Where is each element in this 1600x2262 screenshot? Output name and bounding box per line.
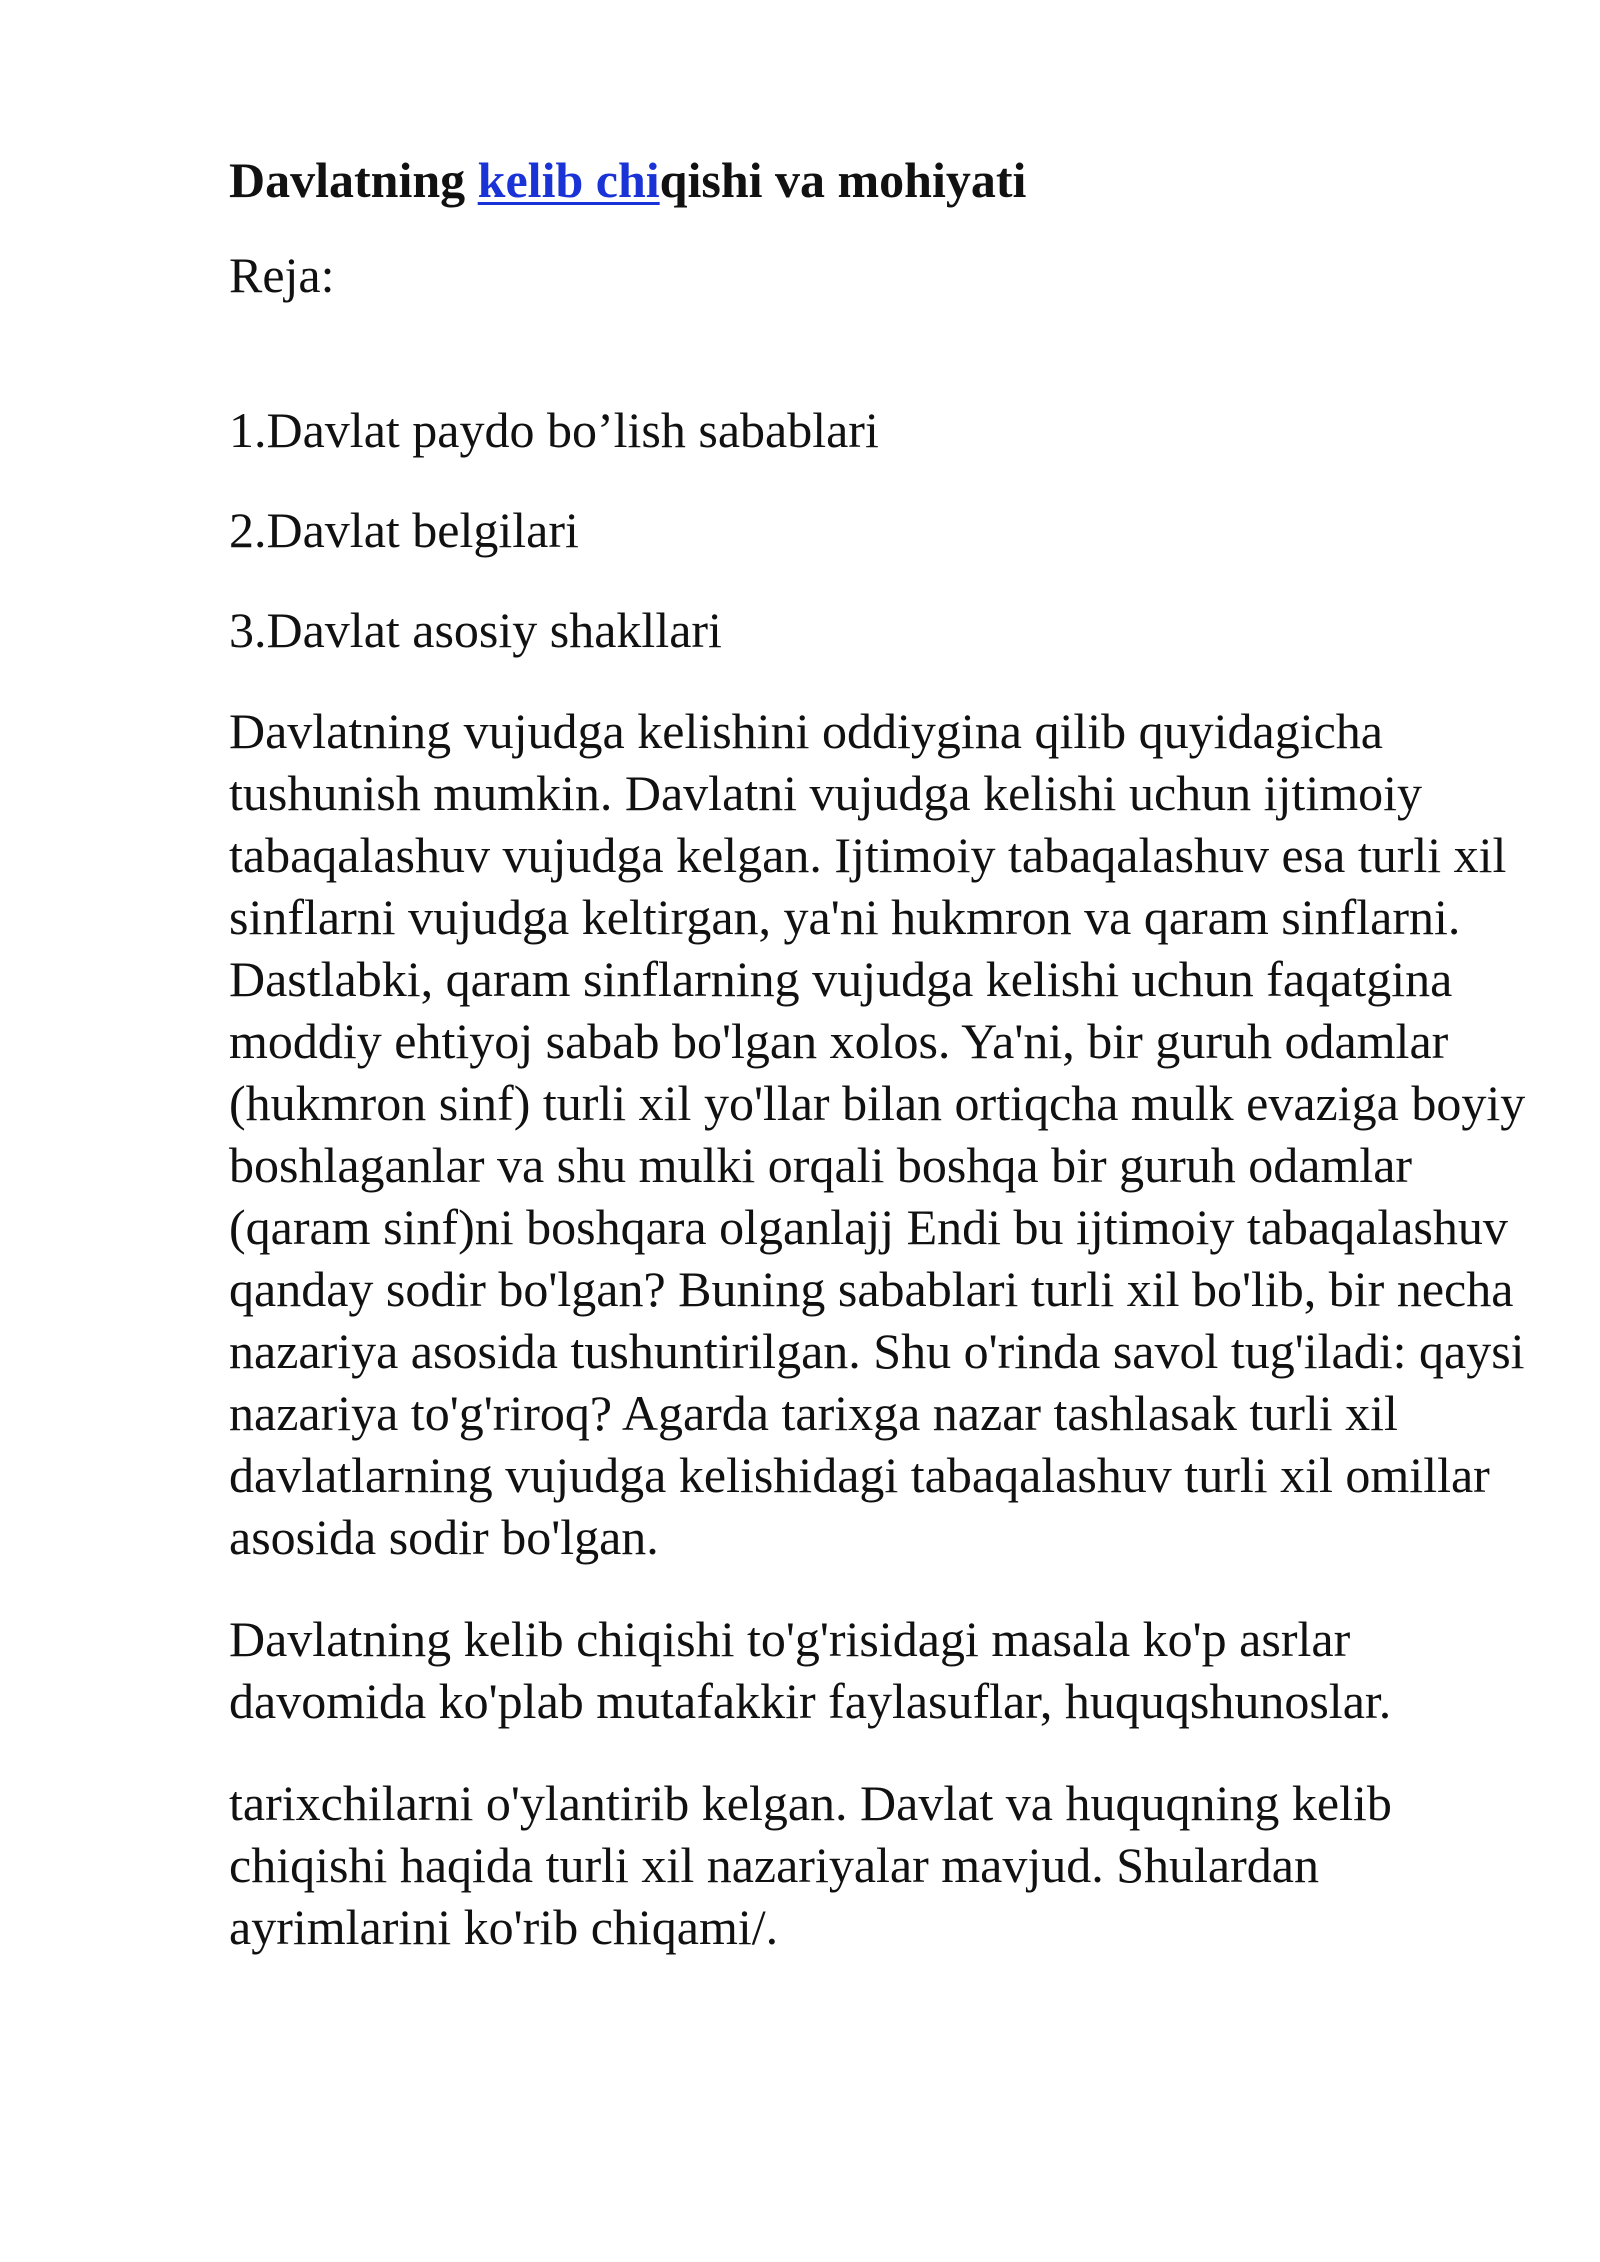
plan-list: [229, 400, 1529, 660]
body-paragraph: Davlatning kelib chiqishi to'g'risidagi masala ko'p asrlar davomida ko'plab mutafakkir faylasuflar, huquqshunoslar.: [229, 1611, 1392, 1729]
plan-item: 3.Davlat asosiy shakllari: [229, 602, 722, 658]
document-page: [229, 150, 1529, 1998]
title-text-start: Davlatning: [229, 152, 478, 208]
document-title: [229, 150, 1529, 210]
plan-item: 1.Davlat paydo bo’lish sabablari: [229, 402, 879, 458]
plan-label: Reja:: [229, 247, 335, 303]
body-paragraph: Davlatning vujudga kelishini oddiygina qilib quyidagicha tushunish mumkin. Davlatni vujudga kelishi uchun ijtimoiy tabaqalashuv vujudga kelgan. Ijtimoiy tabaqalashuv esa turli xil sinflarni vujudga keltirgan, ya'ni hukmron va qaram sinflarni. Dastlabki, qaram sinflarning vujudga kelishi uchun faqatgina moddiy ehtiyoj sabab bo'lgan xolos. Ya'ni, bir guruh odamlar (hukmron sinf) turli xil yo'llar bilan ortiqcha mulk evaziga boyiy boshlaganlar va shu mulki orqali boshqa bir guruh odamlar (qaram sinf)ni boshqara olganlajj Endi bu ijtimoiy tabaqalashuv qanday sodir bo'lgan? Buning sabablari turli xil bo'lib, bir necha nazariya asosida tushuntirilgan. Shu o'rinda savol tug'iladi: qaysi nazariya to'g'riroq? Agarda tarixga nazar tashlasak turli xil davlatlarning vujudga kelishidagi tabaqalashuv turli xil omillar asosida sodir bo'lgan.: [229, 703, 1526, 1565]
body-paragraph: tarixchilarni o'ylantirib kelgan. Davlat va huquqning kelib chiqishi haqida turli xil nazariyalar mavjud. Shulardan ayrimlarini ko'rib chiqami/.: [229, 1775, 1392, 1955]
title-link[interactable]: kelib chi: [477, 152, 660, 208]
plan-item: 2.Davlat belgilari: [229, 502, 579, 558]
title-text-end: qishi va mohiyati: [659, 152, 1027, 208]
